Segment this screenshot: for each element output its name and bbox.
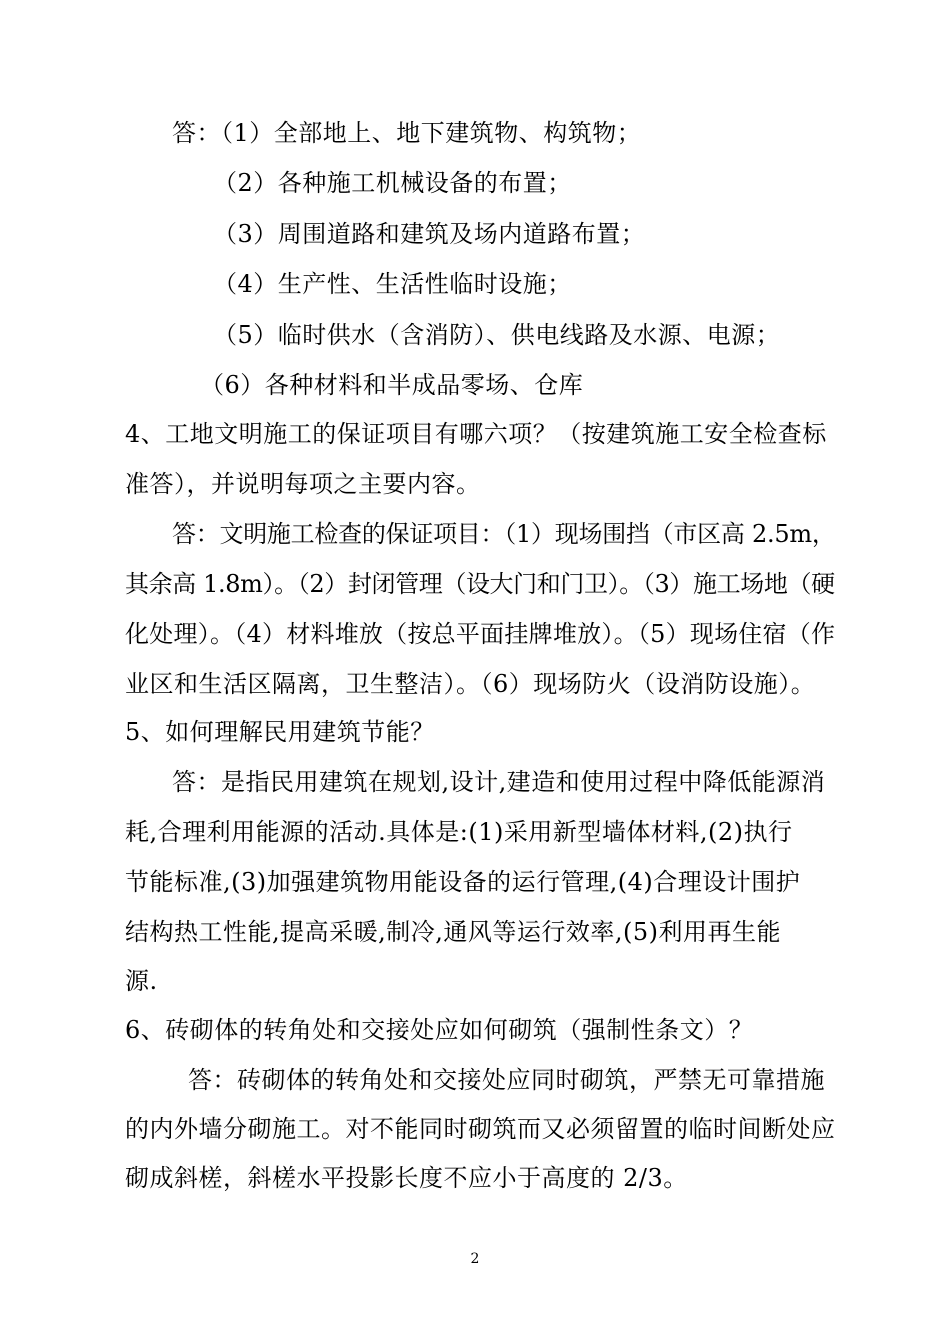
answer-line-5: （5）临时供水（含消防）、供电线路及水源、电源； — [213, 321, 781, 349]
answer-6-line-2: 的内外墙分砌施工。对不能同时砌筑而又必须留置的临时间断处应 — [125, 1115, 836, 1143]
answer-line-2: （2）各种施工机械设备的布置； — [213, 169, 572, 197]
answer-5-line-5: 源. — [125, 967, 158, 995]
answer-5-line-4: 结构热工性能,提高采暖,制冷,通风等运行效率,(5)利用再生能 — [125, 918, 782, 946]
answer-4-line-4: 业区和生活区隔离，卫生整洁）。（6）现场防火（设消防设施）。 — [125, 670, 816, 698]
answer-line-6: （6）各种材料和半成品零场、仓库 — [200, 371, 584, 399]
answer-line-1: 答：（1）全部地上、地下建筑物、构筑物； — [172, 119, 642, 147]
page-number: 2 — [470, 1251, 480, 1267]
answer-line-3: （3）周围道路和建筑及场内道路布置； — [213, 220, 646, 248]
answer-5-line-2: 耗,合理利用能源的活动.具体是:(1)采用新型墙体材料,(2)执行 — [125, 818, 793, 846]
answer-5-line-1: 答：是指民用建筑在规划,设计,建造和使用过程中降低能源消 — [172, 768, 826, 796]
question-6: 6、砖砌体的转角处和交接处应如何砌筑（强制性条文）？ — [125, 1016, 754, 1044]
question-4-line-2: 准答），并说明每项之主要内容。 — [125, 470, 481, 498]
answer-4-line-2: 其余高 1.8m）。（2）封闭管理（设大门和门卫）。（3）施工场地（硬 — [125, 570, 835, 598]
question-4-line-1: 4、工地文明施工的保证项目有哪六项？（按建筑施工安全检查标 — [125, 420, 827, 448]
question-5: 5、如何理解民用建筑节能？ — [125, 718, 435, 746]
answer-6-line-3: 砌成斜槎，斜槎水平投影长度不应小于高度的 2/3。 — [125, 1164, 688, 1192]
answer-6-line-1: 答：砖砌体的转角处和交接处应同时砌筑，严禁无可靠措施 — [188, 1066, 825, 1094]
answer-4-line-1: 答：文明施工检查的保证项目：（1）现场围挡（市区高 2.5m， — [172, 520, 836, 548]
answer-line-4: （4）生产性、生活性临时设施； — [213, 270, 572, 298]
answer-4-line-3: 化处理）。（4）材料堆放（按总平面挂牌堆放）。（5）现场住宿（作 — [125, 620, 836, 648]
answer-5-line-3: 节能标准,(3)加强建筑物用能设备的运行管理,(4)合理设计围护 — [125, 868, 801, 896]
